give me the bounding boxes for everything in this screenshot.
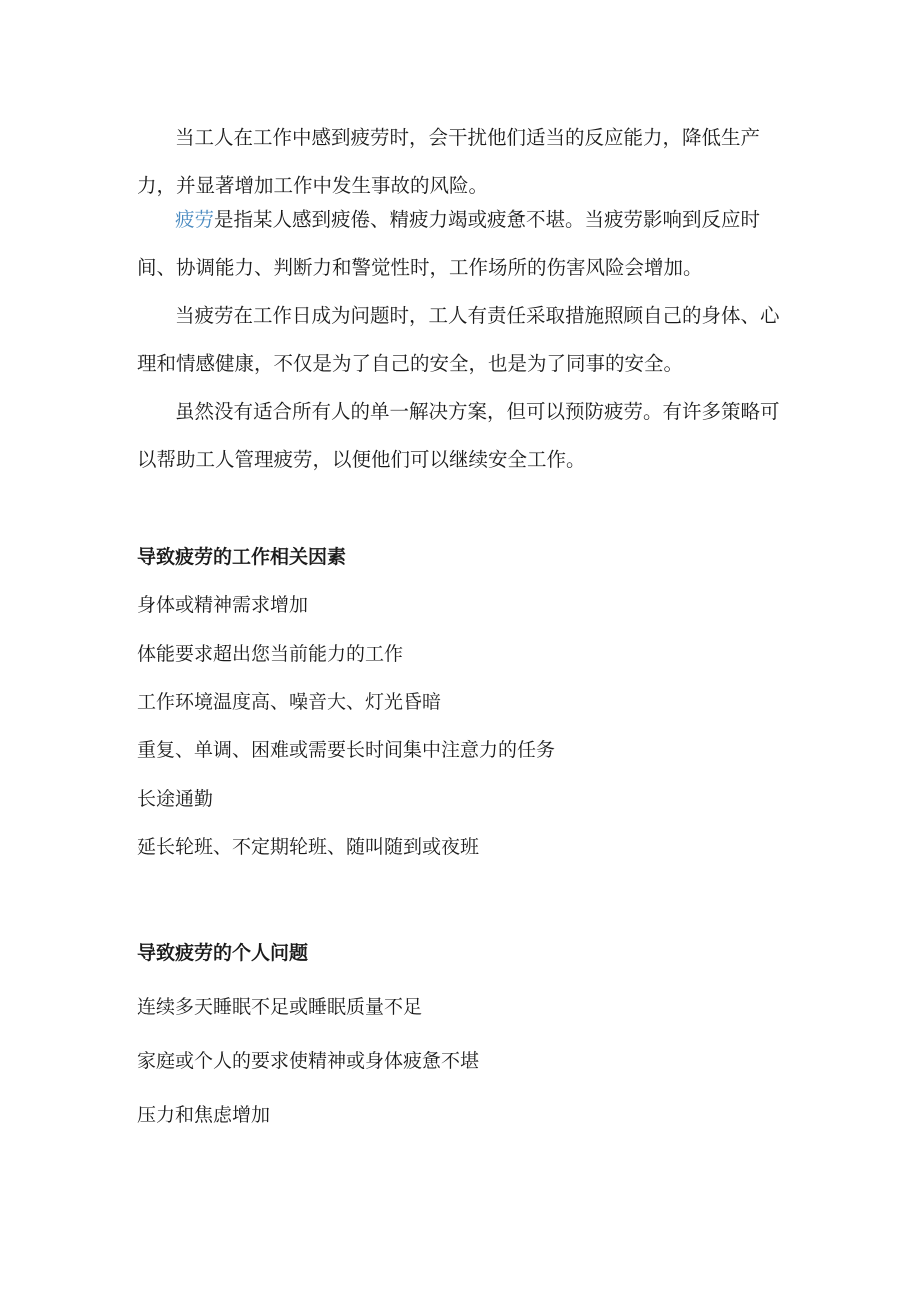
work-factor-item: 身体或精神需求增加 — [137, 594, 309, 616]
work-factors-heading: 导致疲劳的工作相关因素 — [137, 546, 347, 568]
intro-paragraph-2-text: 是指某人感到疲倦、精疲力竭或疲惫不堪。当疲劳影响到反应时间、协调能力、判断力和警觉性时，工作场所的伤害风险会增加。 — [137, 208, 761, 279]
intro-paragraph-1: 当工人在工作中感到疲劳时，会干扰他们适当的反应能力，降低生产力，并显著增加工作中发生事故的风险。 — [137, 126, 761, 197]
fatigue-link[interactable]: 疲劳 — [175, 208, 215, 231]
intro-paragraph-2 — [137, 196, 787, 292]
personal-factor-item: 家庭或个人的要求使精神或身体疲惫不堪 — [137, 1050, 480, 1072]
work-factor-item: 工作环境温度高、噪音大、灯光昏暗 — [137, 691, 442, 713]
personal-factor-item: 连续多天睡眠不足或睡眠质量不足 — [137, 996, 423, 1018]
work-factor-item: 延长轮班、不定期轮班、随叫随到或夜班 — [137, 836, 480, 858]
work-factor-item: 长途通勤 — [137, 788, 214, 810]
personal-factor-item: 压力和焦虑增加 — [137, 1104, 271, 1126]
intro-paragraph-4: 虽然没有适合所有人的单一解决方案，但可以预防疲劳。有许多策略可以帮助工人管理疲劳，以便他们可以继续安全工作。 — [137, 400, 780, 471]
work-factor-item: 重复、单调、困难或需要长时间集中注意力的任务 — [137, 739, 556, 761]
intro-paragraph-3: 当疲劳在工作日成为问题时，工人有责任采取措施照顾自己的身体、心理和情感健康，不仅是为了自己的安全，也是为了同事的安全。 — [137, 304, 780, 375]
personal-factors-heading: 导致疲劳的个人问题 — [137, 942, 309, 964]
work-factor-item: 体能要求超出您当前能力的工作 — [137, 643, 404, 665]
